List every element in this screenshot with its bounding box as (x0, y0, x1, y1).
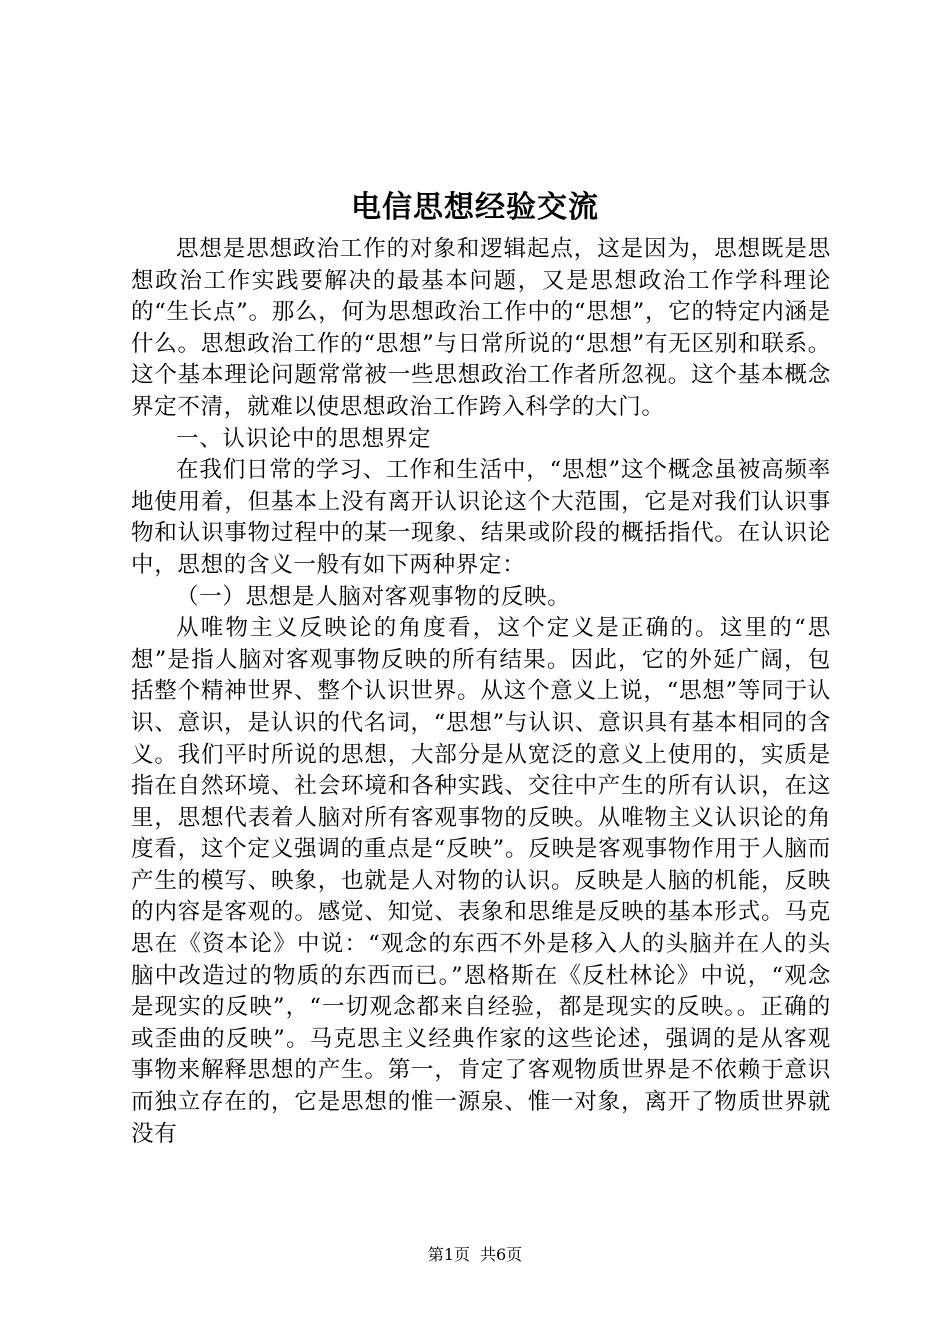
paragraph-reflection: 从唯物主义反映论的角度看，这个定义是正确的。这里的“思想”是指人脑对客观事物反映的所有结果。因此，它的外延广阔，包括整个精神世界、整个认识世界。从这个意义上说，“思想”等同于认识、意识，是认识的代名词，“思想”与认识、意识具有基本相同的含义。我们平时所说的思想，大部分是从宽泛的意义上使用的，实质是指在自然环境、社会环境和各种实践、交往中产生的所有认识，在这里，思想代表着人脑对所有客观事物的反映。从唯物主义认识论的角度看，这个定义强调的重点是“反映”。反映是客观事物作用于人脑而产生的模写、映象，也就是人对物的认识。反映是人脑的机能，反映的内容是客观的。感觉、知觉、表象和思维是反映的基本形式。马克思在《资本论》中说：“观念的东西不外是移入人的头脑并在人的头脑中改造过的物质的东西而已。”恩格斯在《反杜林论》中说，“观念是现实的反映”，“一切观念都来自经验，都是现实的反映。。正确的或歪曲的反映”。马克思主义经典作家的这些论述，强调的是从客观事物来解释思想的产生。第一，肯定了客观物质世界是不依赖于意识而独立存在的，它是思想的惟一源泉、惟一对象，离开了物质世界就没有 (131, 615, 831, 1147)
page-number: 第1页 (427, 1245, 470, 1264)
document-body (131, 234, 831, 1150)
paragraph-intro: 思想是思想政治工作的对象和逻辑起点，这是因为，思想既是思想政治工作实践要解决的最基本问题，又是思想政治工作学科理论的“生长点”。那么，何为思想政治工作中的“思想”，它的特定内涵是什么。思想政治工作的“思想”与日常所说的“思想”有无区别和联系。这个基本理论问题常常被一些思想政治工作者所忽视。这个基本概念界定不清，就难以使思想政治工作跨入科学的大门。 (131, 236, 831, 420)
document-title: 电信思想经验交流 (351, 190, 599, 225)
section-heading-1: 一、认识论中的思想界定 (176, 425, 432, 452)
paragraph-epistemology: 在我们日常的学习、工作和生活中，“思想”这个概念虽被高频率地使用着，但基本上没有离开认识论这个大范围，它是对我们认识事物和认识事物过程中的某一现象、结果或阶段的概括指代。在认识论中，思想的含义一般有如下两种界定： (131, 457, 831, 578)
page-footer (0, 1244, 950, 1266)
page-total: 共6页 (480, 1245, 523, 1264)
subsection-heading-1: （一）思想是人脑对客观事物的反映。 (176, 583, 571, 610)
